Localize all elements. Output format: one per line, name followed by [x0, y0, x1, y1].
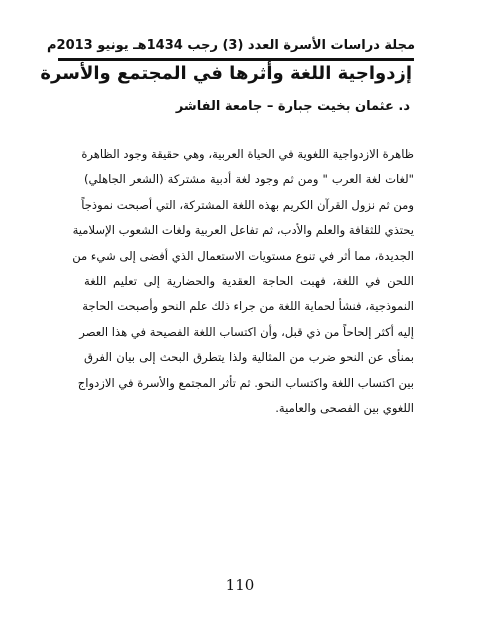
body-line: ظاهرة الازدواجية اللغوية في الحياة العربية، وهي حقيقة وجود الظاهرة: [81, 147, 414, 161]
body-line: الجديدة، مما أثر في تنوع مستويات الاستعمال الذي أفضى إلى شيء من: [72, 248, 414, 263]
body-line: النموذجية، فنشأ لحماية اللغة من جراء ذلك علم النحو وأصبحت الحاجة: [82, 299, 414, 314]
header-divider: [58, 58, 414, 61]
journal-running-header: مجلة دراسات الأسرة العدد (3) رجب 1434هـ يونيو 2013م: [47, 38, 415, 53]
body-line: "لغات لغة العرب " ومن ثم وجود لغة أدبية مشتركة (الشعر الجاهلي): [84, 172, 414, 187]
body-line: اللغوي بين الفصحى والعامية.: [275, 400, 414, 415]
article-title: إزدواجية اللغة وأثرها في المجتمع والأسرة: [40, 63, 412, 84]
body-line: اللحن في اللغة، فهبت الحاجة العقدية والحضارية إلى تعليم اللغة: [84, 273, 414, 288]
body-line: يحتذي للثقافة والعلم والأدب، ثم تفاعل العربية ولغات الشعوب الإسلامية: [72, 223, 414, 238]
author-affiliation: د. عثمان بخيت جبارة – جامعة الفاشر: [175, 99, 410, 114]
article-body: [72, 142, 414, 421]
page-number: 110: [225, 576, 255, 594]
body-line: بين اكتساب اللغة واكتساب النحو. ثم تأثر المجتمع والأسرة في الازدواج: [77, 375, 414, 390]
body-line: إليه أكثر إلحاحاً من ذي قبل، وأن اكتساب اللغة الفصيحة في هذا العصر: [79, 324, 414, 339]
body-line: ومن ثم نزول القرآن الكريم بهذه اللغة المشتركة، التي أصبحت نموذجاً: [81, 197, 414, 212]
body-line: بمنأى عن النحو ضرب من المثالية ولذا يتطرق البحث إلى بيان الفرق: [84, 350, 414, 365]
